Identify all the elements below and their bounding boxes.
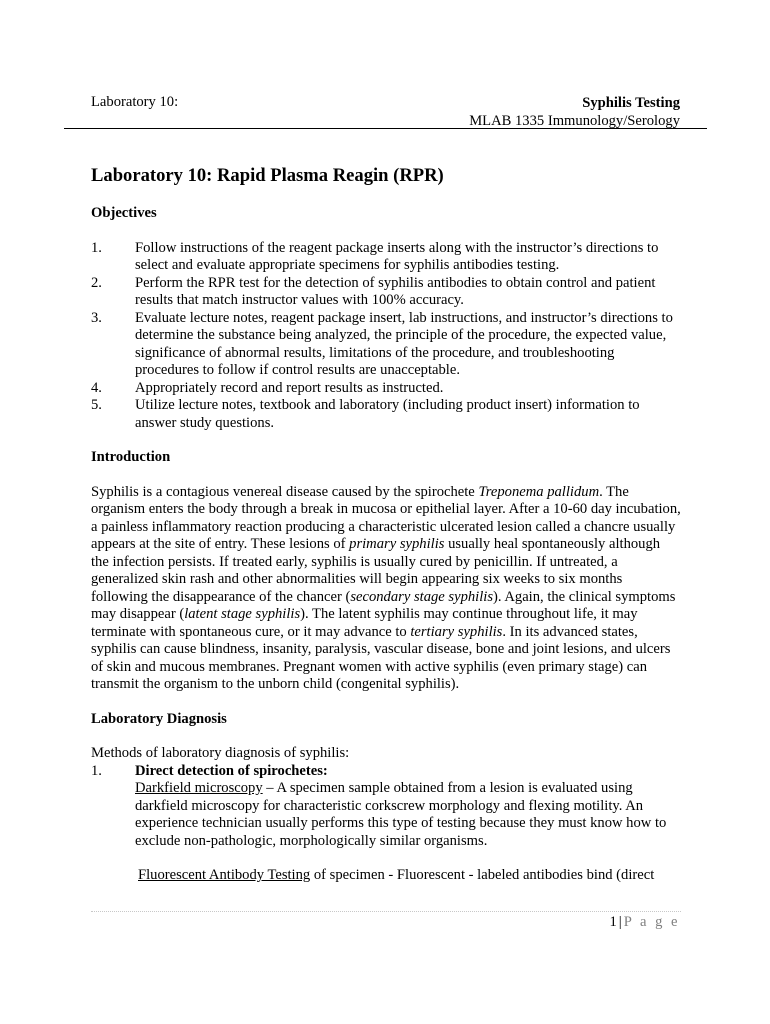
header-topic: Syphilis Testing	[582, 95, 680, 111]
list-number: 5.	[91, 397, 102, 413]
intro-text: ). The latent syphilis may continue throughout life, it may terminate with spontaneous cure, or it may advance to	[91, 606, 638, 640]
list-number: 1.	[91, 762, 102, 779]
footer-rule	[91, 911, 681, 912]
intro-italic: Treponema pallidum	[478, 483, 600, 500]
objectives-heading: Objectives	[91, 205, 157, 221]
intro-italic: secondary stage syphilis	[350, 588, 494, 605]
header-lab-label: Laboratory 10:	[91, 94, 179, 110]
list-item	[91, 310, 681, 380]
intro-italic: primary syphilis	[349, 536, 445, 552]
list-item	[91, 380, 681, 398]
list-text: Perform the RPR test for the detection of syphilis antibodies to obtain control and patient results that match instructor values with 100% accuracy.	[135, 274, 656, 308]
page-label: P a g e	[623, 914, 680, 930]
list-item	[91, 397, 681, 432]
intro-text: . In its advanced states, syphilis can cause blindness, insanity, paralysis, vascular disease, bone and joint lesions, and ulcers of skin and mucous membranes. Pregnant women with active syphilis (even primary stage) can transmit the organism to the unborn child (congenital syphilis).	[91, 623, 671, 692]
darkfield-text: – A specimen sample obtained from a lesion is evaluated using darkfield microscopy for characteristic corkscrew morphology and flexing motility. An experience technician usually performs this type of testing because they must know how to exclude non-pathologic, morphologically similar organisms.	[135, 780, 667, 849]
list-text: Evaluate lecture notes, reagent package insert, lab instructions, and instructor’s directions to determine the substance being analyzed, the principle of the procedure, the expected value, significance of abnormal results, limitations of the procedure, and troubleshooting procedures to follow if control results are unacceptable.	[135, 309, 673, 378]
darkfield-paragraph	[135, 780, 681, 850]
header-rule	[64, 128, 707, 129]
footer-separator: |	[618, 914, 622, 930]
list-text: Appropriately record and report results as instructed.	[135, 379, 444, 396]
intro-text: usually heal spontaneously although the infection persists. If treated early, syphilis is usually cured by penicillin. If untreated, a generalized skin rash and other abnormalities will begin appearing six weeks to six months following the disappearance of the chancer (	[91, 536, 661, 605]
header-course: MLAB 1335 Immunology/Serology	[469, 113, 680, 129]
page-title: Laboratory 10: Rapid Plasma Reagin (RPR)	[91, 165, 444, 186]
list-number: 4.	[91, 379, 102, 396]
list-text: Utilize lecture notes, textbook and laboratory (including product insert) information to answer study questions.	[135, 397, 640, 431]
list-number: 3.	[91, 309, 102, 326]
fluorescent-text: of specimen - Fluorescent - labeled antibodies bind (direct	[310, 867, 655, 883]
page-number: 1	[609, 914, 617, 930]
list-item	[91, 275, 681, 310]
diagnosis-intro: Methods of laboratory diagnosis of syphilis:	[91, 745, 350, 761]
intro-text: . The organism enters the body through a break in mucosa or epithelial layer. After a 10-60 day incubation, a painless inflammatory reaction producing a characteristic ulcerated lesion called a chancre usually appears at the site of entry. These lesions of	[91, 483, 681, 552]
intro-italic: tertiary syphilis	[410, 623, 503, 640]
intro-text: ). Again, the clinical symptoms may disappear (	[91, 588, 676, 622]
method-title: Direct detection of spirochetes:	[135, 762, 328, 779]
fluorescent-link: Fluorescent Antibody Testing	[138, 867, 311, 883]
page-footer	[610, 914, 681, 931]
intro-text: Syphilis is a contagious venereal disease caused by the spirochete	[91, 483, 479, 500]
diagnosis-heading: Laboratory Diagnosis	[91, 710, 227, 727]
fluorescent-paragraph	[91, 867, 681, 885]
diagnosis-section	[91, 745, 681, 885]
intro-italic: latent stage syphilis	[184, 606, 301, 622]
list-number: 1.	[91, 239, 102, 256]
list-item	[91, 240, 681, 275]
objectives-list	[91, 240, 681, 433]
introduction-heading: Introduction	[91, 449, 171, 465]
header-right	[469, 94, 680, 130]
list-number: 2.	[91, 274, 102, 291]
darkfield-link: Darkfield microscopy	[135, 780, 263, 796]
list-item	[91, 763, 681, 851]
list-text: Follow instructions of the reagent package inserts along with the instructor’s directions to select and evaluate appropriate specimens for syphilis antibodies testing.	[135, 239, 659, 273]
document-body	[91, 164, 681, 885]
introduction-paragraph	[91, 484, 681, 694]
